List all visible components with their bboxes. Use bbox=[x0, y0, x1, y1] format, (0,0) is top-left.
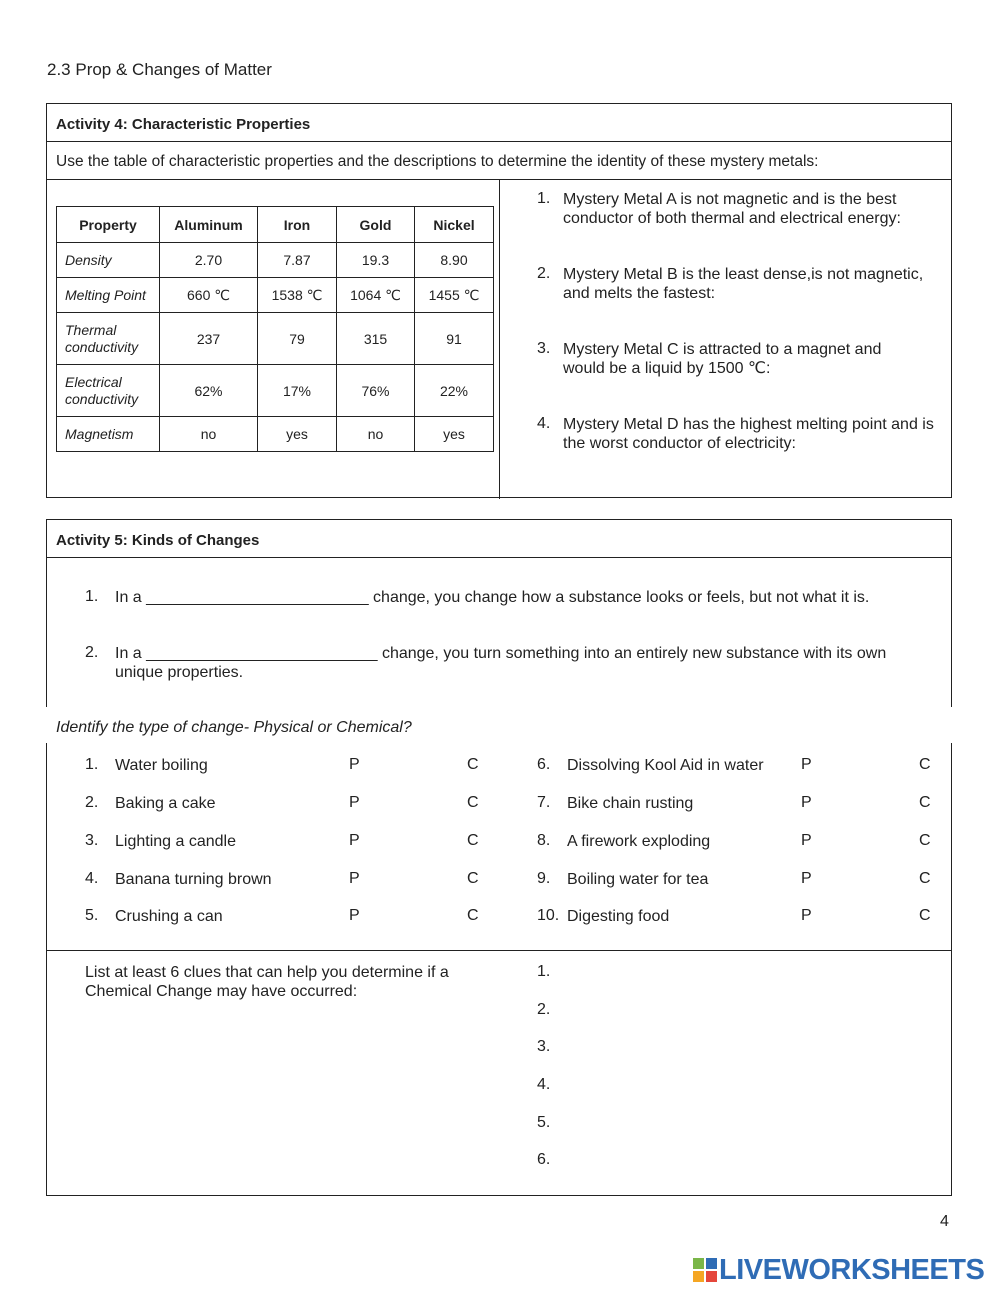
item-text: Lighting a candle bbox=[115, 833, 236, 850]
clue-number: 6. bbox=[537, 1151, 551, 1168]
cell-value: 22% bbox=[415, 365, 494, 417]
activity-4-box bbox=[46, 103, 952, 498]
divider bbox=[47, 950, 951, 951]
item-text: Boiling water for tea bbox=[567, 871, 709, 888]
logo-wordmark: LIVEWORKSHEETS bbox=[719, 1254, 985, 1286]
activity-4-title: Activity 4: Characteristic Properties bbox=[56, 116, 311, 133]
liveworksheets-logo bbox=[693, 1256, 984, 1284]
question-text: Mystery Metal A is not magnetic and is the best conductor of both thermal and electrical energy: bbox=[563, 191, 901, 227]
properties-table bbox=[56, 206, 494, 452]
question-number: 4. bbox=[537, 415, 551, 432]
header-property: Property bbox=[57, 207, 160, 243]
table-row bbox=[57, 243, 494, 278]
row-property: Thermal conductivity bbox=[57, 313, 160, 365]
border-gap bbox=[948, 707, 954, 743]
cell-value: no bbox=[160, 417, 258, 452]
option-c[interactable]: C bbox=[467, 832, 479, 849]
item-number: 3. bbox=[85, 832, 99, 849]
option-p[interactable]: P bbox=[349, 756, 360, 773]
question-text: Mystery Metal B is the least dense,is not magnetic, and melts the fastest: bbox=[563, 266, 924, 302]
question-number: 3. bbox=[537, 340, 551, 357]
option-p[interactable]: P bbox=[349, 907, 360, 924]
page-number: 4 bbox=[940, 1213, 949, 1230]
cell-value: 2.70 bbox=[160, 243, 258, 278]
cell-value: 79 bbox=[258, 313, 337, 365]
table-row bbox=[57, 278, 494, 313]
cell-value: 91 bbox=[415, 313, 494, 365]
cell-value: yes bbox=[258, 417, 337, 452]
header-gold: Gold bbox=[337, 207, 415, 243]
cell-value: 62% bbox=[160, 365, 258, 417]
option-c[interactable]: C bbox=[467, 870, 479, 887]
clue-number: 2. bbox=[537, 1001, 551, 1018]
item-number: 7. bbox=[537, 794, 551, 811]
row-property: Electrical conductivity bbox=[57, 365, 160, 417]
table-row bbox=[57, 417, 494, 452]
cell-value: 1064 ℃ bbox=[337, 278, 415, 313]
cell-value: 315 bbox=[337, 313, 415, 365]
logo-blocks-icon bbox=[693, 1258, 717, 1282]
option-p[interactable]: P bbox=[349, 832, 360, 849]
cell-value: 19.3 bbox=[337, 243, 415, 278]
cell-value: 1455 ℃ bbox=[415, 278, 494, 313]
option-c[interactable]: C bbox=[919, 794, 931, 811]
option-p[interactable]: P bbox=[801, 870, 812, 887]
item-text: Digesting food bbox=[567, 908, 670, 925]
item-text: Baking a cake bbox=[115, 795, 216, 812]
activity-4-instructions: Use the table of characteristic properties and the descriptions to determine the identity of these mystery metals: bbox=[56, 153, 819, 170]
item-text: Dissolving Kool Aid in water bbox=[567, 757, 764, 774]
option-c[interactable]: C bbox=[467, 907, 479, 924]
item-text: Water boiling bbox=[115, 757, 208, 774]
option-c[interactable]: C bbox=[467, 756, 479, 773]
item-text: A firework exploding bbox=[567, 833, 711, 850]
properties-panel bbox=[47, 180, 499, 498]
item-number: 8. bbox=[537, 832, 551, 849]
question-text: Mystery Metal C is attracted to a magnet and would be a liquid by 1500 ℃: bbox=[563, 341, 882, 377]
clue-number: 1. bbox=[537, 963, 551, 980]
item-number: 1. bbox=[85, 756, 99, 773]
option-p[interactable]: P bbox=[349, 870, 360, 887]
clue-number: 5. bbox=[537, 1114, 551, 1131]
fill-in-text: In a __________________________ change, you turn something into an entirely new substance with its own unique properties. bbox=[115, 645, 887, 681]
row-property: Magnetism bbox=[57, 417, 160, 452]
table-row bbox=[57, 313, 494, 365]
cell-value: 8.90 bbox=[415, 243, 494, 278]
item-number: 2. bbox=[85, 794, 99, 811]
question-text: Mystery Metal D has the highest melting point and is the worst conductor of electricity: bbox=[563, 416, 934, 452]
activity-5-title: Activity 5: Kinds of Changes bbox=[56, 532, 260, 549]
activity-5-box bbox=[46, 519, 952, 1196]
row-property: Melting Point bbox=[57, 278, 160, 313]
column-divider bbox=[499, 179, 500, 499]
divider bbox=[47, 557, 951, 558]
clues-prompt: List at least 6 clues that can help you determine if a Chemical Change may have occurred: bbox=[85, 964, 449, 1000]
option-c[interactable]: C bbox=[919, 756, 931, 773]
table-row bbox=[57, 365, 494, 417]
cell-value: 660 ℃ bbox=[160, 278, 258, 313]
option-c[interactable]: C bbox=[919, 907, 931, 924]
fill-in-number: 2. bbox=[85, 644, 99, 661]
item-number: 9. bbox=[537, 870, 551, 887]
item-text: Banana turning brown bbox=[115, 871, 272, 888]
option-p[interactable]: P bbox=[801, 907, 812, 924]
cell-value: yes bbox=[415, 417, 494, 452]
option-c[interactable]: C bbox=[919, 870, 931, 887]
option-p[interactable]: P bbox=[801, 794, 812, 811]
cell-value: no bbox=[337, 417, 415, 452]
cell-value: 7.87 bbox=[258, 243, 337, 278]
item-number: 4. bbox=[85, 870, 99, 887]
item-text: Crushing a can bbox=[115, 908, 223, 925]
clue-number: 3. bbox=[537, 1038, 551, 1055]
border-gap bbox=[44, 707, 50, 743]
question-number: 2. bbox=[537, 265, 551, 282]
fill-in-text: In a _________________________ change, you change how a substance looks or feels, but not what it is. bbox=[115, 589, 870, 606]
option-p[interactable]: P bbox=[801, 756, 812, 773]
divider bbox=[47, 141, 951, 142]
cell-value: 237 bbox=[160, 313, 258, 365]
header-aluminum: Aluminum bbox=[160, 207, 258, 243]
question-number: 1. bbox=[537, 190, 551, 207]
row-property: Density bbox=[57, 243, 160, 278]
fill-in-number: 1. bbox=[85, 588, 99, 605]
item-text: Bike chain rusting bbox=[567, 795, 694, 812]
option-p[interactable]: P bbox=[349, 794, 360, 811]
item-number: 6. bbox=[537, 756, 551, 773]
option-c[interactable]: C bbox=[919, 832, 931, 849]
header-iron: Iron bbox=[258, 207, 337, 243]
identify-prompt: Identify the type of change- Physical or Chemical? bbox=[56, 719, 412, 736]
item-number: 5. bbox=[85, 907, 99, 924]
cell-value: 76% bbox=[337, 365, 415, 417]
cell-value: 17% bbox=[258, 365, 337, 417]
item-number: 10. bbox=[537, 907, 560, 924]
option-p[interactable]: P bbox=[801, 832, 812, 849]
page-title: 2.3 Prop & Changes of Matter bbox=[47, 60, 272, 79]
option-c[interactable]: C bbox=[467, 794, 479, 811]
table-header-row bbox=[57, 207, 494, 243]
header-nickel: Nickel bbox=[415, 207, 494, 243]
clue-number: 4. bbox=[537, 1076, 551, 1093]
cell-value: 1538 ℃ bbox=[258, 278, 337, 313]
